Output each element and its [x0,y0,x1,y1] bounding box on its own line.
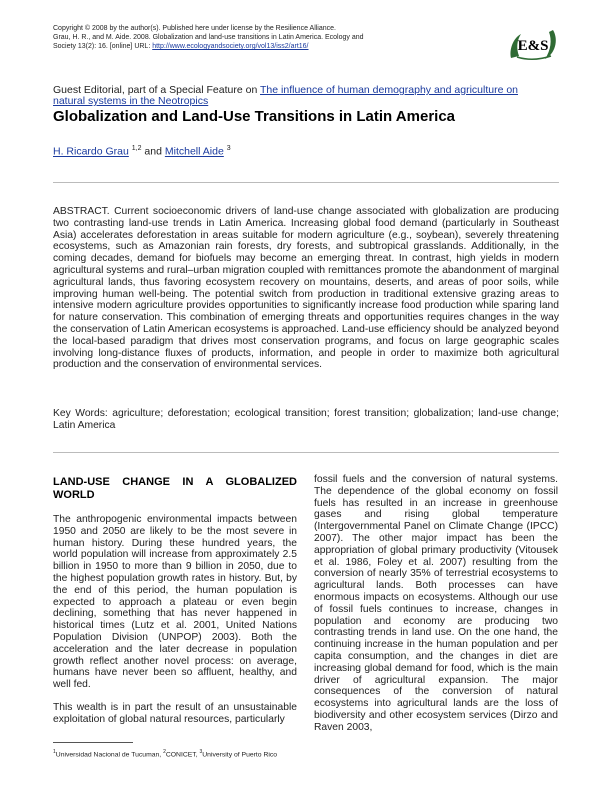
affiliation-3: University of Puerto Rico [202,751,278,759]
copyright-notice [53,24,493,51]
affiliation-footnote [53,749,277,758]
affiliation-2: CONICET, [165,751,200,759]
logo-text: E&S [517,38,549,54]
footnote-sup-3: 3 [199,749,203,755]
body-column-right [314,474,558,745]
copyright-line: Copyright © 2008 by the author(s). Published here under license by the Resilience Alliance. [53,25,336,32]
special-feature-link[interactable]: The influence of human demography and agriculture on natural systems in the Neotropics [53,84,519,107]
body-paragraph-1: The anthropogenic environmental impacts between 1950 and 2050 are likely to be the most severe in human history. During these hundred years, the world population will increase from approximately 2.5 billion in 1950 to more than 9 billion in 2050, due to the highest population growth rates in history. But, by the end of this period, the human population is expected to approach a plateau or even begin declining, something that has never happened in historical times (Lutz et al. 2001, United Nations Population Division (UNPOP) 2003). Both the acceleration and the later decrease in population growth reflect another novel process: on average, humans have never been so affluent, healthy, and well fed. [53,514,297,691]
author-link-grau[interactable]: H. Ricardo Grau [53,145,129,158]
body-column-left [53,474,297,737]
author-1-affiliation: 1,2 [131,145,142,152]
article-url-link[interactable]: http://www.ecologyandsociety.org/vol13/iss2/art16/ [152,43,309,50]
body-paragraph-2: This wealth is in part the result of an unsustainable exploitation of global natural resources, particularly [53,701,297,725]
author-joiner: and [141,145,165,158]
footnote-sup-1: 1 [53,749,56,755]
citation-line-1: Grau, H. R., and M. Aide. 2008. Globalization and land-use transitions in Latin America. Ecology and [53,34,364,41]
abstract: ABSTRACT. Current socioeconomic drivers of land-use change associated with globalization are producing two contrasting land-use trends in Latin America. Increasing global food demand (particularly in Southeast Asia) accelerates deforestation in areas suitable for modern agriculture (e.g., soybean), severely threatening ecosystems, such as Amazonian rain forests, dry forests, and subtropical grasslands. Additionally, in the coming decades, demand for biofuels may become an emerging threat. In contrast, high yields in modern agricultural systems and rural–urban migration coupled with remittances promote the abandonment of marginal agricultural lands, thus favoring ecosystem recovery on mountains, deserts, and areas of poor soils, while improving human well-being. The potential switch from production in traditional extensive grazing areas to intensive modern agriculture provides opportunities to significantly increase food production while sparing land for nature conservation. This combination of emerging threats and opportunities requires changes in the way the conservation of Latin American ecosystems is approached. Land-use efficiency should be analyzed beyond the local-based paradigm that drives most conservation programs, and focus on large geographic scales involving long-distance fluxes of products, information, and people in order to maximize both agricultural production and the conservation of environmental services. [53,206,559,371]
divider-body [53,452,559,453]
author-link-aide[interactable]: Mitchell Aide [164,145,224,158]
affiliation-1: Universidad Nacional de Tucuman, [55,751,164,759]
keywords: Key Words: agriculture; deforestation; ecological transition; forest transition; globalization; land-use change; Latin America [53,408,559,431]
es-logo [507,26,559,62]
citation-line-2 [53,42,493,51]
article-title: Globalization and Land-Use Transitions in Latin America [53,108,456,125]
divider-top [53,182,559,183]
guest-editorial-line [53,85,553,107]
footnote-divider [53,742,133,743]
guest-editorial-prefix: Guest Editorial, part of a Special Feature on [53,84,261,96]
author-2-affiliation: 3 [226,145,231,152]
section-heading: LAND-USE CHANGE IN A GLOBALIZED WORLD [53,476,297,501]
author-list [53,145,231,158]
body-paragraph-3: fossil fuels and the conversion of natural systems. The dependence of the global economy on fossil fuels has resulted in an increase in greenhouse gases and rising global temperature (Intergovernmental Panel on Climate Change (IPCC) 2007). The other major impact has been the appropriation of global primary productivity (Vitousek et al. 1986, Foley et al. 2007) resulting from the conversion of nearly 35% of terrestrial ecosystems to agricultural lands. Both processes can have enormous impacts on ecosystems. Although our use of fossil fuels continues to increase, changes in population and economy are producing two contrasting trends in land use. On the one hand, the continuing increase in the human population and per capita consumption, and the changes in diet are increasing global demand for food, which is the main driver of agricultural expansion. The major consequences of the conversion of natural ecosystems into agricultural lands are the loss of biodiversity and other ecosystem services (Dirzo and Raven 2003, [314,474,558,733]
citation-text: Society 13(2): 16. [online] URL: [53,43,153,50]
footnote-sup-2: 2 [163,749,166,755]
